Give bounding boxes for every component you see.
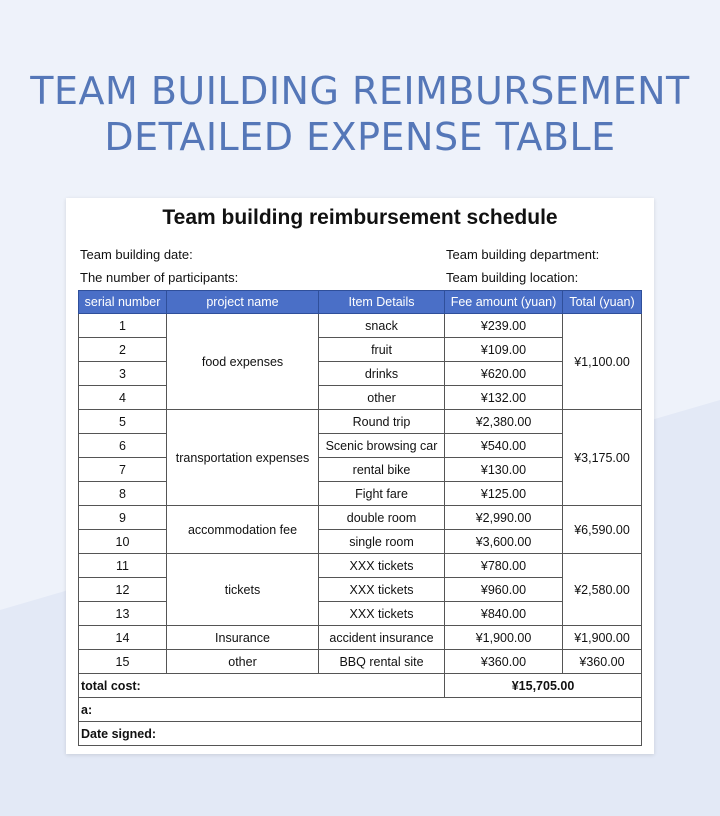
project-name-cell: accommodation fee — [167, 506, 319, 554]
project-name-cell: food expenses — [167, 314, 319, 410]
project-name-cell: tickets — [167, 554, 319, 626]
item-detail-cell: Round trip — [319, 410, 445, 434]
header-item-details: Item Details — [319, 291, 445, 314]
item-detail-cell: XXX tickets — [319, 554, 445, 578]
project-name-cell: Insurance — [167, 626, 319, 650]
header-project-name: project name — [167, 291, 319, 314]
fee-amount-cell: ¥620.00 — [445, 362, 563, 386]
header-total: Total (yuan) — [563, 291, 642, 314]
item-detail-cell: double room — [319, 506, 445, 530]
fee-amount-cell: ¥2,990.00 — [445, 506, 563, 530]
item-detail-cell: snack — [319, 314, 445, 338]
table-row — [79, 410, 642, 434]
fee-amount-cell: ¥840.00 — [445, 602, 563, 626]
table-row — [79, 434, 642, 458]
fee-amount-cell: ¥109.00 — [445, 338, 563, 362]
serial-number-cell: 3 — [79, 362, 167, 386]
header-fee-amount: Fee amount (yuan) — [445, 291, 563, 314]
project-name-cell: transportation expenses — [167, 410, 319, 506]
table-row — [79, 386, 642, 410]
table-row — [79, 458, 642, 482]
fee-amount-cell: ¥132.00 — [445, 386, 563, 410]
team-building-department-label: Team building department: — [446, 247, 600, 262]
serial-number-cell: 13 — [79, 602, 167, 626]
item-detail-cell: Fight fare — [319, 482, 445, 506]
item-detail-cell: fruit — [319, 338, 445, 362]
serial-number-cell: 12 — [79, 578, 167, 602]
item-detail-cell: single room — [319, 530, 445, 554]
item-detail-cell: accident insurance — [319, 626, 445, 650]
expense-table-body — [79, 314, 642, 746]
fee-amount-cell: ¥3,600.00 — [445, 530, 563, 554]
group-total-cell: ¥1,900.00 — [563, 626, 642, 650]
project-name-cell: other — [167, 650, 319, 674]
date-signed-row — [79, 722, 642, 746]
group-total-cell: ¥1,100.00 — [563, 314, 642, 410]
fee-amount-cell: ¥960.00 — [445, 578, 563, 602]
page-title-line-1: TEAM BUILDING REIMBURSEMENT — [30, 69, 690, 113]
group-total-cell: ¥6,590.00 — [563, 506, 642, 554]
fee-amount-cell: ¥780.00 — [445, 554, 563, 578]
team-building-location-label: Team building location: — [446, 270, 579, 285]
serial-number-cell: 4 — [79, 386, 167, 410]
fee-amount-cell: ¥125.00 — [445, 482, 563, 506]
a-row — [79, 698, 642, 722]
total-cost-row — [79, 674, 642, 698]
serial-number-cell: 11 — [79, 554, 167, 578]
serial-number-cell: 9 — [79, 506, 167, 530]
page-title — [0, 68, 720, 160]
serial-number-cell: 14 — [79, 626, 167, 650]
item-detail-cell: XXX tickets — [319, 578, 445, 602]
fee-amount-cell: ¥360.00 — [445, 650, 563, 674]
table-row — [79, 314, 642, 338]
serial-number-cell: 6 — [79, 434, 167, 458]
serial-number-cell: 5 — [79, 410, 167, 434]
team-building-date-label: Team building date: — [80, 247, 193, 262]
table-row — [79, 650, 642, 674]
group-total-cell: ¥3,175.00 — [563, 410, 642, 506]
item-detail-cell: XXX tickets — [319, 602, 445, 626]
fee-amount-cell: ¥239.00 — [445, 314, 563, 338]
group-total-cell: ¥360.00 — [563, 650, 642, 674]
date-signed-label: Date signed: — [79, 722, 642, 746]
table-row — [79, 602, 642, 626]
table-row — [79, 554, 642, 578]
item-detail-cell: drinks — [319, 362, 445, 386]
table-row — [79, 626, 642, 650]
sheet-title: Team building reimbursement schedule — [162, 206, 558, 229]
a-label: a: — [79, 698, 642, 722]
expense-table — [78, 290, 642, 746]
page-title-line-2: DETAILED EXPENSE TABLE — [104, 115, 616, 159]
group-total-cell: ¥2,580.00 — [563, 554, 642, 626]
table-header-row — [79, 291, 642, 314]
serial-number-cell: 7 — [79, 458, 167, 482]
fee-amount-cell: ¥540.00 — [445, 434, 563, 458]
table-row — [79, 530, 642, 554]
table-row — [79, 338, 642, 362]
serial-number-cell: 8 — [79, 482, 167, 506]
serial-number-cell: 10 — [79, 530, 167, 554]
serial-number-cell: 2 — [79, 338, 167, 362]
expense-sheet — [66, 198, 654, 754]
item-detail-cell: rental bike — [319, 458, 445, 482]
table-row — [79, 482, 642, 506]
table-row — [79, 362, 642, 386]
fee-amount-cell: ¥1,900.00 — [445, 626, 563, 650]
serial-number-cell: 1 — [79, 314, 167, 338]
header-serial-number: serial number — [79, 291, 167, 314]
item-detail-cell: other — [319, 386, 445, 410]
item-detail-cell: Scenic browsing car — [319, 434, 445, 458]
total-cost-value: ¥15,705.00 — [445, 674, 642, 698]
serial-number-cell: 15 — [79, 650, 167, 674]
table-row — [79, 578, 642, 602]
participants-label: The number of participants: — [80, 270, 239, 285]
fee-amount-cell: ¥130.00 — [445, 458, 563, 482]
fee-amount-cell: ¥2,380.00 — [445, 410, 563, 434]
item-detail-cell: BBQ rental site — [319, 650, 445, 674]
total-cost-label: total cost: — [79, 674, 445, 698]
table-row — [79, 506, 642, 530]
